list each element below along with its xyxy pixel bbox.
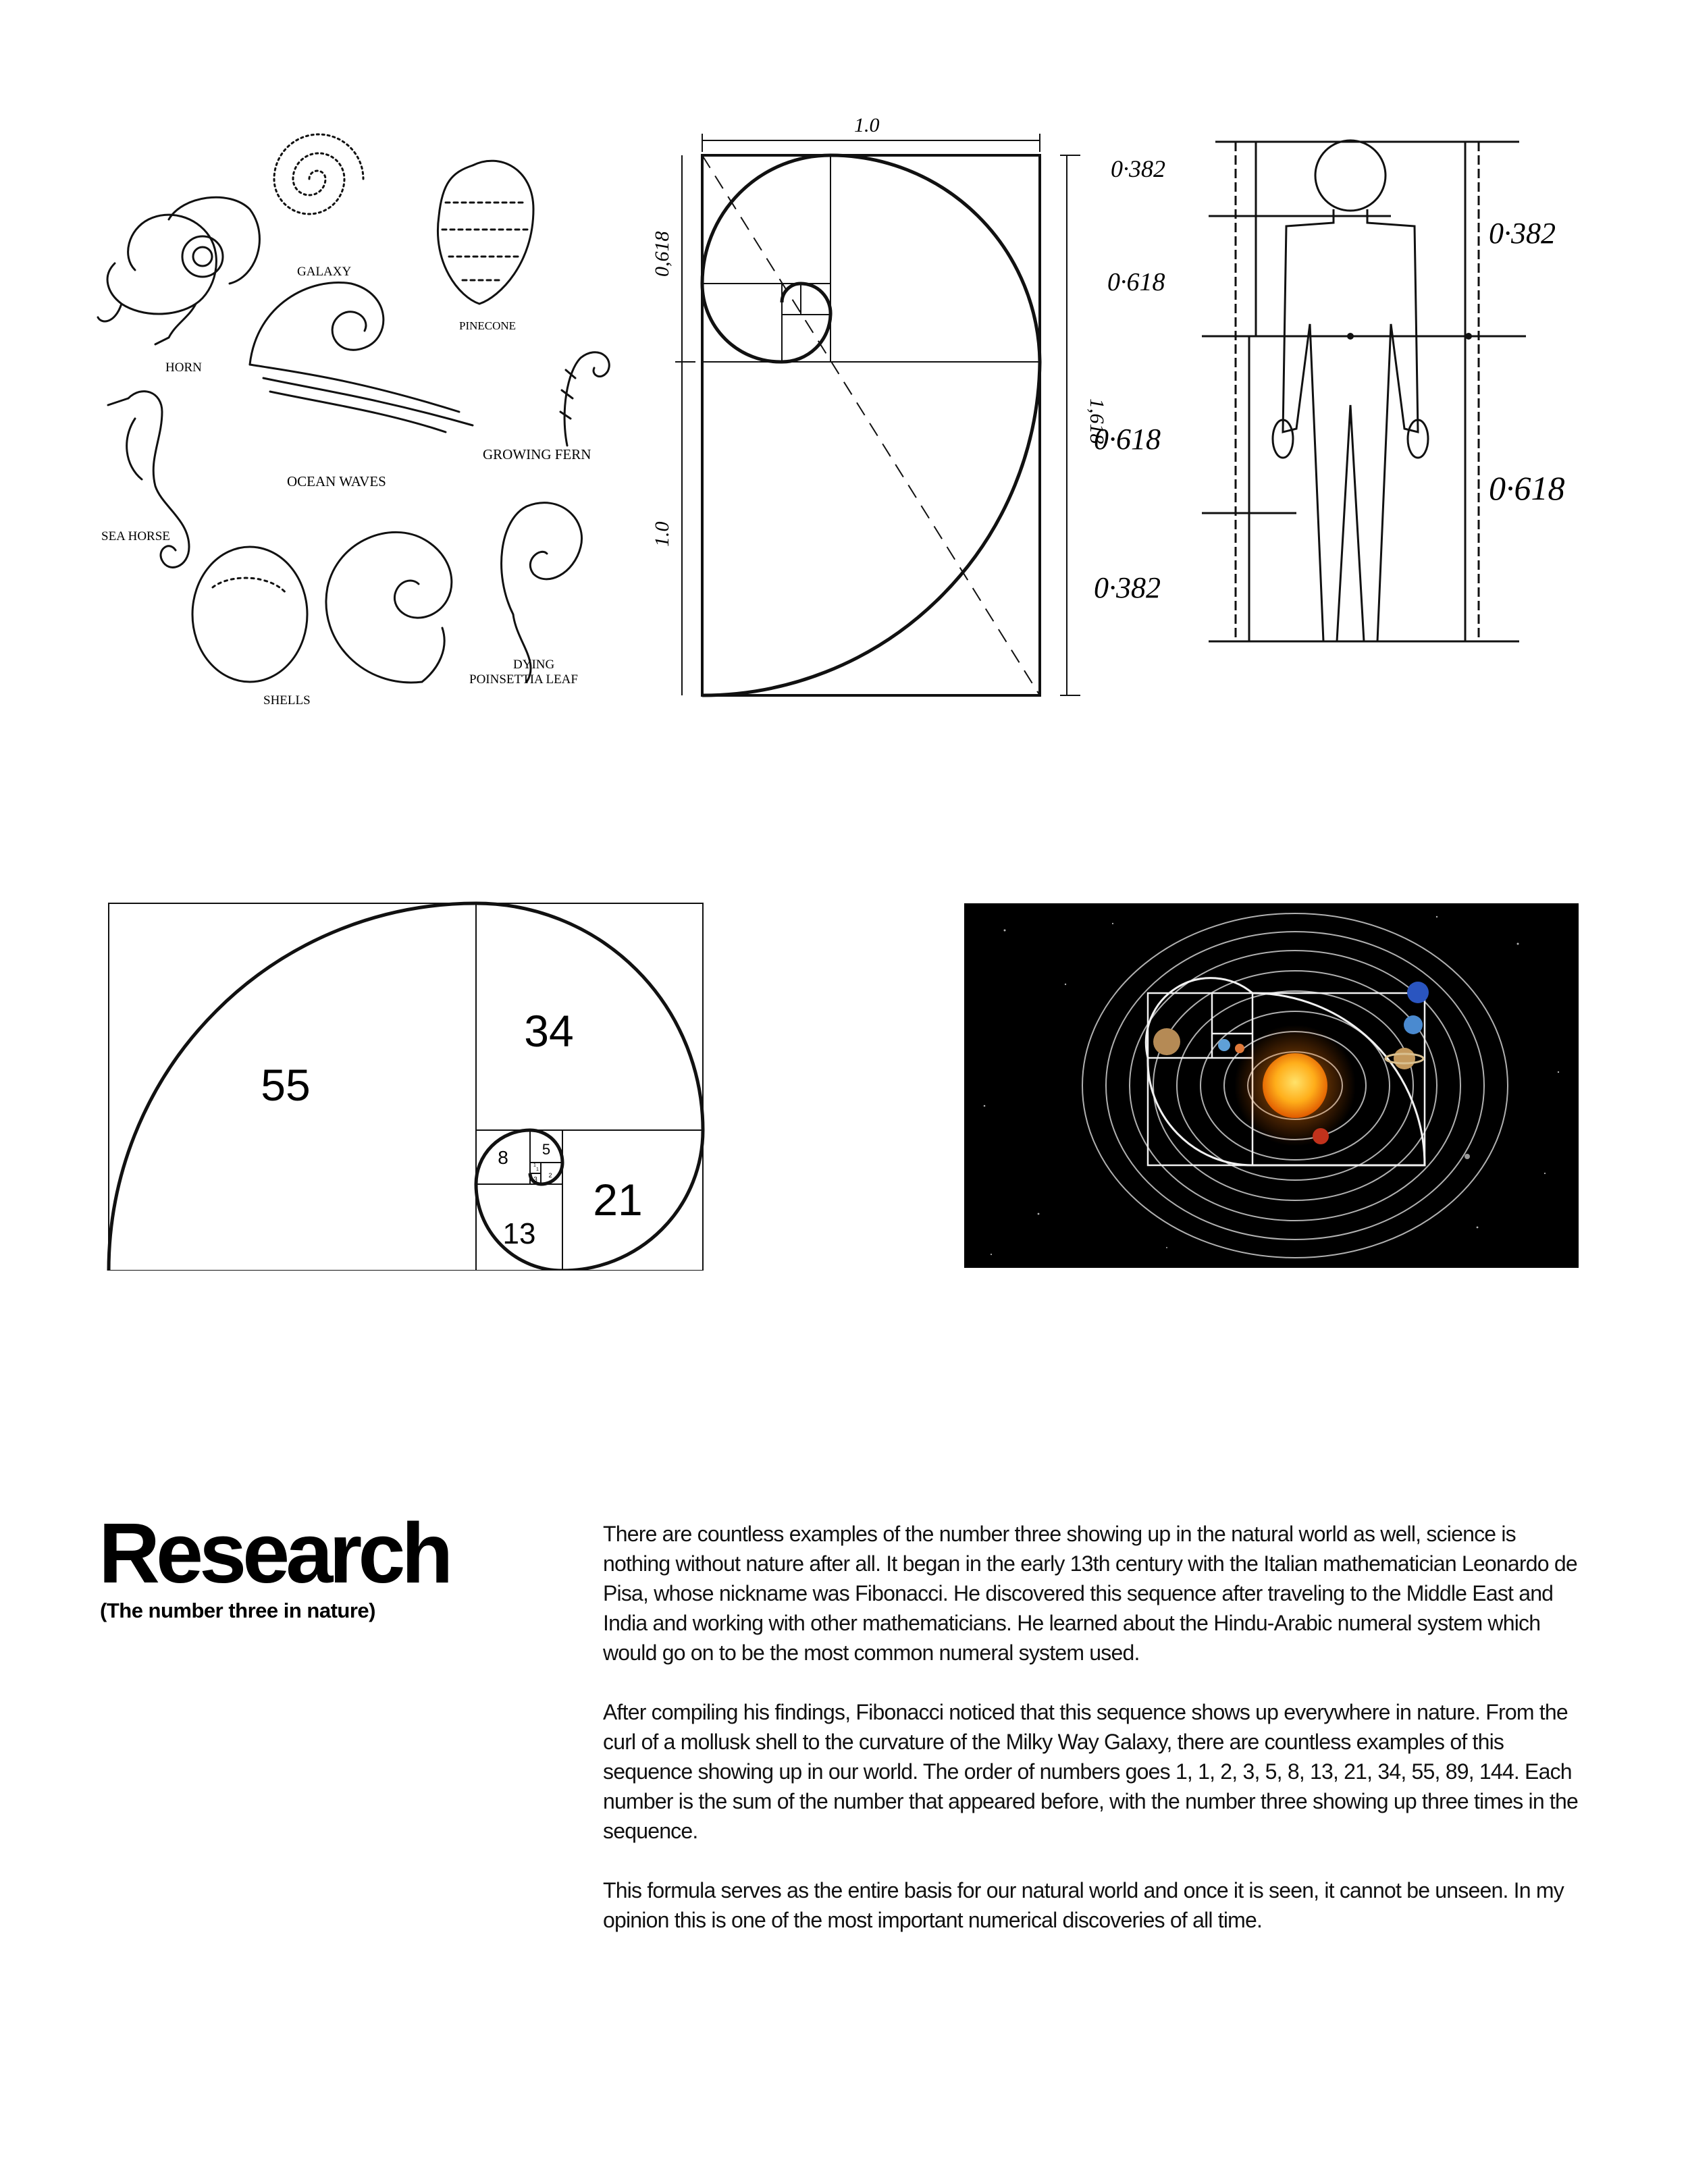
oval-shell-sketch <box>192 547 307 682</box>
square-label-13: 13 <box>502 1217 536 1250</box>
nature-spirals-illustration <box>95 101 635 729</box>
square-label-1a: 1 <box>536 1167 539 1172</box>
label-left-4: 0·382 <box>1094 571 1161 604</box>
label-dying-leaf-line1: DYING <box>513 658 555 672</box>
square-label-2: 2 <box>548 1172 552 1179</box>
label-left-1: 0·382 <box>1111 155 1165 182</box>
pinecone-sketch <box>438 161 533 304</box>
section-title: Research <box>99 1506 450 1601</box>
label-sea-horse: SEA HORSE <box>101 529 170 543</box>
label-left-lower: 1.0 <box>651 521 673 547</box>
label-right-2: 0·618 <box>1489 469 1565 507</box>
ram-horn-sketch <box>98 197 259 344</box>
square-label-21: 21 <box>593 1175 643 1225</box>
label-shells: SHELLS <box>263 693 311 708</box>
ocean-wave-sketch <box>250 283 473 433</box>
label-right-1: 0·382 <box>1489 217 1556 250</box>
square-label-34: 34 <box>524 1006 574 1056</box>
growing-fern-sketch <box>560 352 609 446</box>
paragraph-1: There are countless examples of the number three showing up in the natural world as well, science is nothing without nature after all. It began in the early 13th century with the Italian mathematician Leonardo de Pisa, whose nickname was Fibonacci. He discovered this sequence after traveling to the Middle East and India and working with other mathematicians. He learned about the Hindu-Arabic numeral system which would go on to be the most common numeral system used. <box>603 1522 1577 1665</box>
label-ocean-waves: OCEAN WAVES <box>287 473 386 489</box>
paragraph-2: After compiling his findings, Fibonacci noticed that this sequence shows up everywhere in nature. From the curl of a mollusk shell to the curvature of the Milky Way Galaxy, there are countless examples of this sequence showing up in our world. The order of numbers goes 1, 1, 2, 3, 5, 8, 13, 21, 34, 55, 89, 144. Each number is the sum of the number that appeared before, with the number three showing up three times in the sequence. <box>603 1700 1578 1843</box>
golden-rectangle-diagram <box>641 101 1107 729</box>
label-left-upper: 0,618 <box>651 231 673 277</box>
square-label-8: 8 <box>498 1147 508 1168</box>
square-label-1b: 1 <box>533 1163 536 1168</box>
label-left-3: 0·618 <box>1094 423 1161 456</box>
galaxy-sketch <box>274 134 363 214</box>
label-growing-fern: GROWING FERN <box>483 446 591 462</box>
label-pinecone: PINECONE <box>459 319 517 332</box>
research-body <box>603 1519 1582 1965</box>
square-label-3: 3 <box>533 1176 537 1183</box>
label-galaxy: GALAXY <box>297 265 352 279</box>
label-left-2: 0·618 <box>1107 268 1165 296</box>
solar-system-spiral-image <box>964 903 1579 1268</box>
label-dying-leaf-line2: POINSETTIA LEAF <box>469 672 578 687</box>
label-right-height: 1,618 <box>1086 398 1107 444</box>
body-proportions-diagram <box>1094 122 1593 675</box>
square-label-5: 5 <box>542 1141 551 1158</box>
label-horn: HORN <box>165 361 202 375</box>
label-top-width: 1.0 <box>854 114 880 136</box>
section-subtitle: (The number three in nature) <box>100 1599 375 1622</box>
square-label-55: 55 <box>261 1060 311 1110</box>
fibonacci-spiral-diagram <box>105 898 707 1271</box>
nautilus-shell-sketch <box>326 532 452 683</box>
poinsettia-leaf-sketch <box>502 503 582 682</box>
paragraph-3: This formula serves as the entire basis for our natural world and once it is seen, it cannot be unseen. In my opinion this is one of the most important numerical discoveries of all time. <box>603 1878 1564 1932</box>
